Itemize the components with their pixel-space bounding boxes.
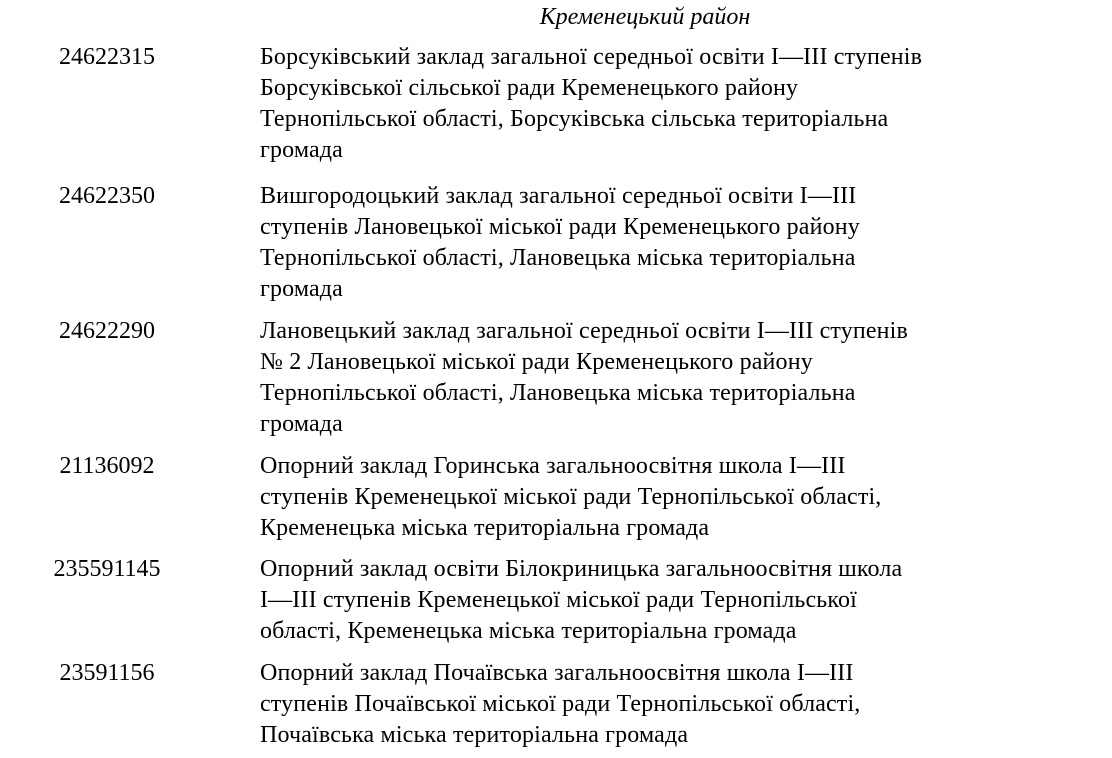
name-line: ступенів Кременецької міської ради Тернопільської області, (260, 484, 882, 510)
name-line: Опорний заклад Почаївська загальноосвітня школа І—ІІІ (260, 660, 854, 686)
name-line: Опорний заклад освіти Білокриницька загальноосвітня школа (260, 556, 903, 582)
institution-name (260, 181, 1040, 305)
name-line: Лановецький заклад загальної середньої освіти І—ІІІ ступенів (260, 318, 908, 344)
name-line: Кременецька міська територіальна громада (260, 515, 710, 541)
name-line: ступенів Лановецької міської ради Кременецького району (260, 214, 860, 240)
name-line: громада (260, 137, 343, 163)
name-line: Тернопільської області, Лановецька міська територіальна (260, 245, 856, 271)
table-row (0, 316, 1112, 451)
name-line: Тернопільської області, Борсуківська сільська територіальна (260, 106, 889, 132)
institution-name (260, 316, 1040, 440)
edrpou-code: 235591145 (53, 556, 161, 582)
name-line: громада (260, 411, 343, 437)
name-line: № 2 Лановецької міської ради Кременецького району (260, 349, 813, 375)
name-line: Тернопільської області, Лановецька міська територіальна (260, 380, 856, 406)
name-line: Вишгородоцький заклад загальної середньої освіти І—ІІІ (260, 183, 857, 209)
name-line: Борсуківський заклад загальної середньої освіти І—ІІІ ступенів (260, 44, 923, 70)
table-row (0, 658, 1112, 758)
name-line: Борсуківської сільської ради Кременецького району (260, 75, 799, 101)
institution-name (260, 42, 1040, 166)
institution-name (260, 554, 1040, 647)
institution-name (260, 451, 1040, 544)
edrpou-code: 24622290 (59, 318, 155, 344)
edrpou-code: 23591156 (59, 660, 155, 686)
table-row (0, 181, 1112, 316)
district-heading: Кременецький район (539, 4, 751, 30)
edrpou-code: 24622350 (59, 183, 155, 209)
name-line: Опорний заклад Горинська загальноосвітня школа І—ІІІ (260, 453, 846, 479)
table-row (0, 451, 1112, 554)
edrpou-code: 24622315 (59, 44, 155, 70)
edrpou-code: 21136092 (59, 453, 155, 479)
name-line: І—ІІІ ступенів Кременецької міської ради Тернопільської (260, 587, 857, 613)
table-row (0, 554, 1112, 658)
table-row (0, 42, 1112, 181)
name-line: громада (260, 276, 343, 302)
name-line: ступенів Почаївської міської ради Тернопільської області, (260, 691, 861, 717)
name-line: області, Кременецька міська територіальна громада (260, 618, 797, 644)
name-line: Почаївська міська територіальна громада (260, 722, 689, 748)
institution-name (260, 658, 1040, 751)
institutions-table (0, 42, 1112, 758)
